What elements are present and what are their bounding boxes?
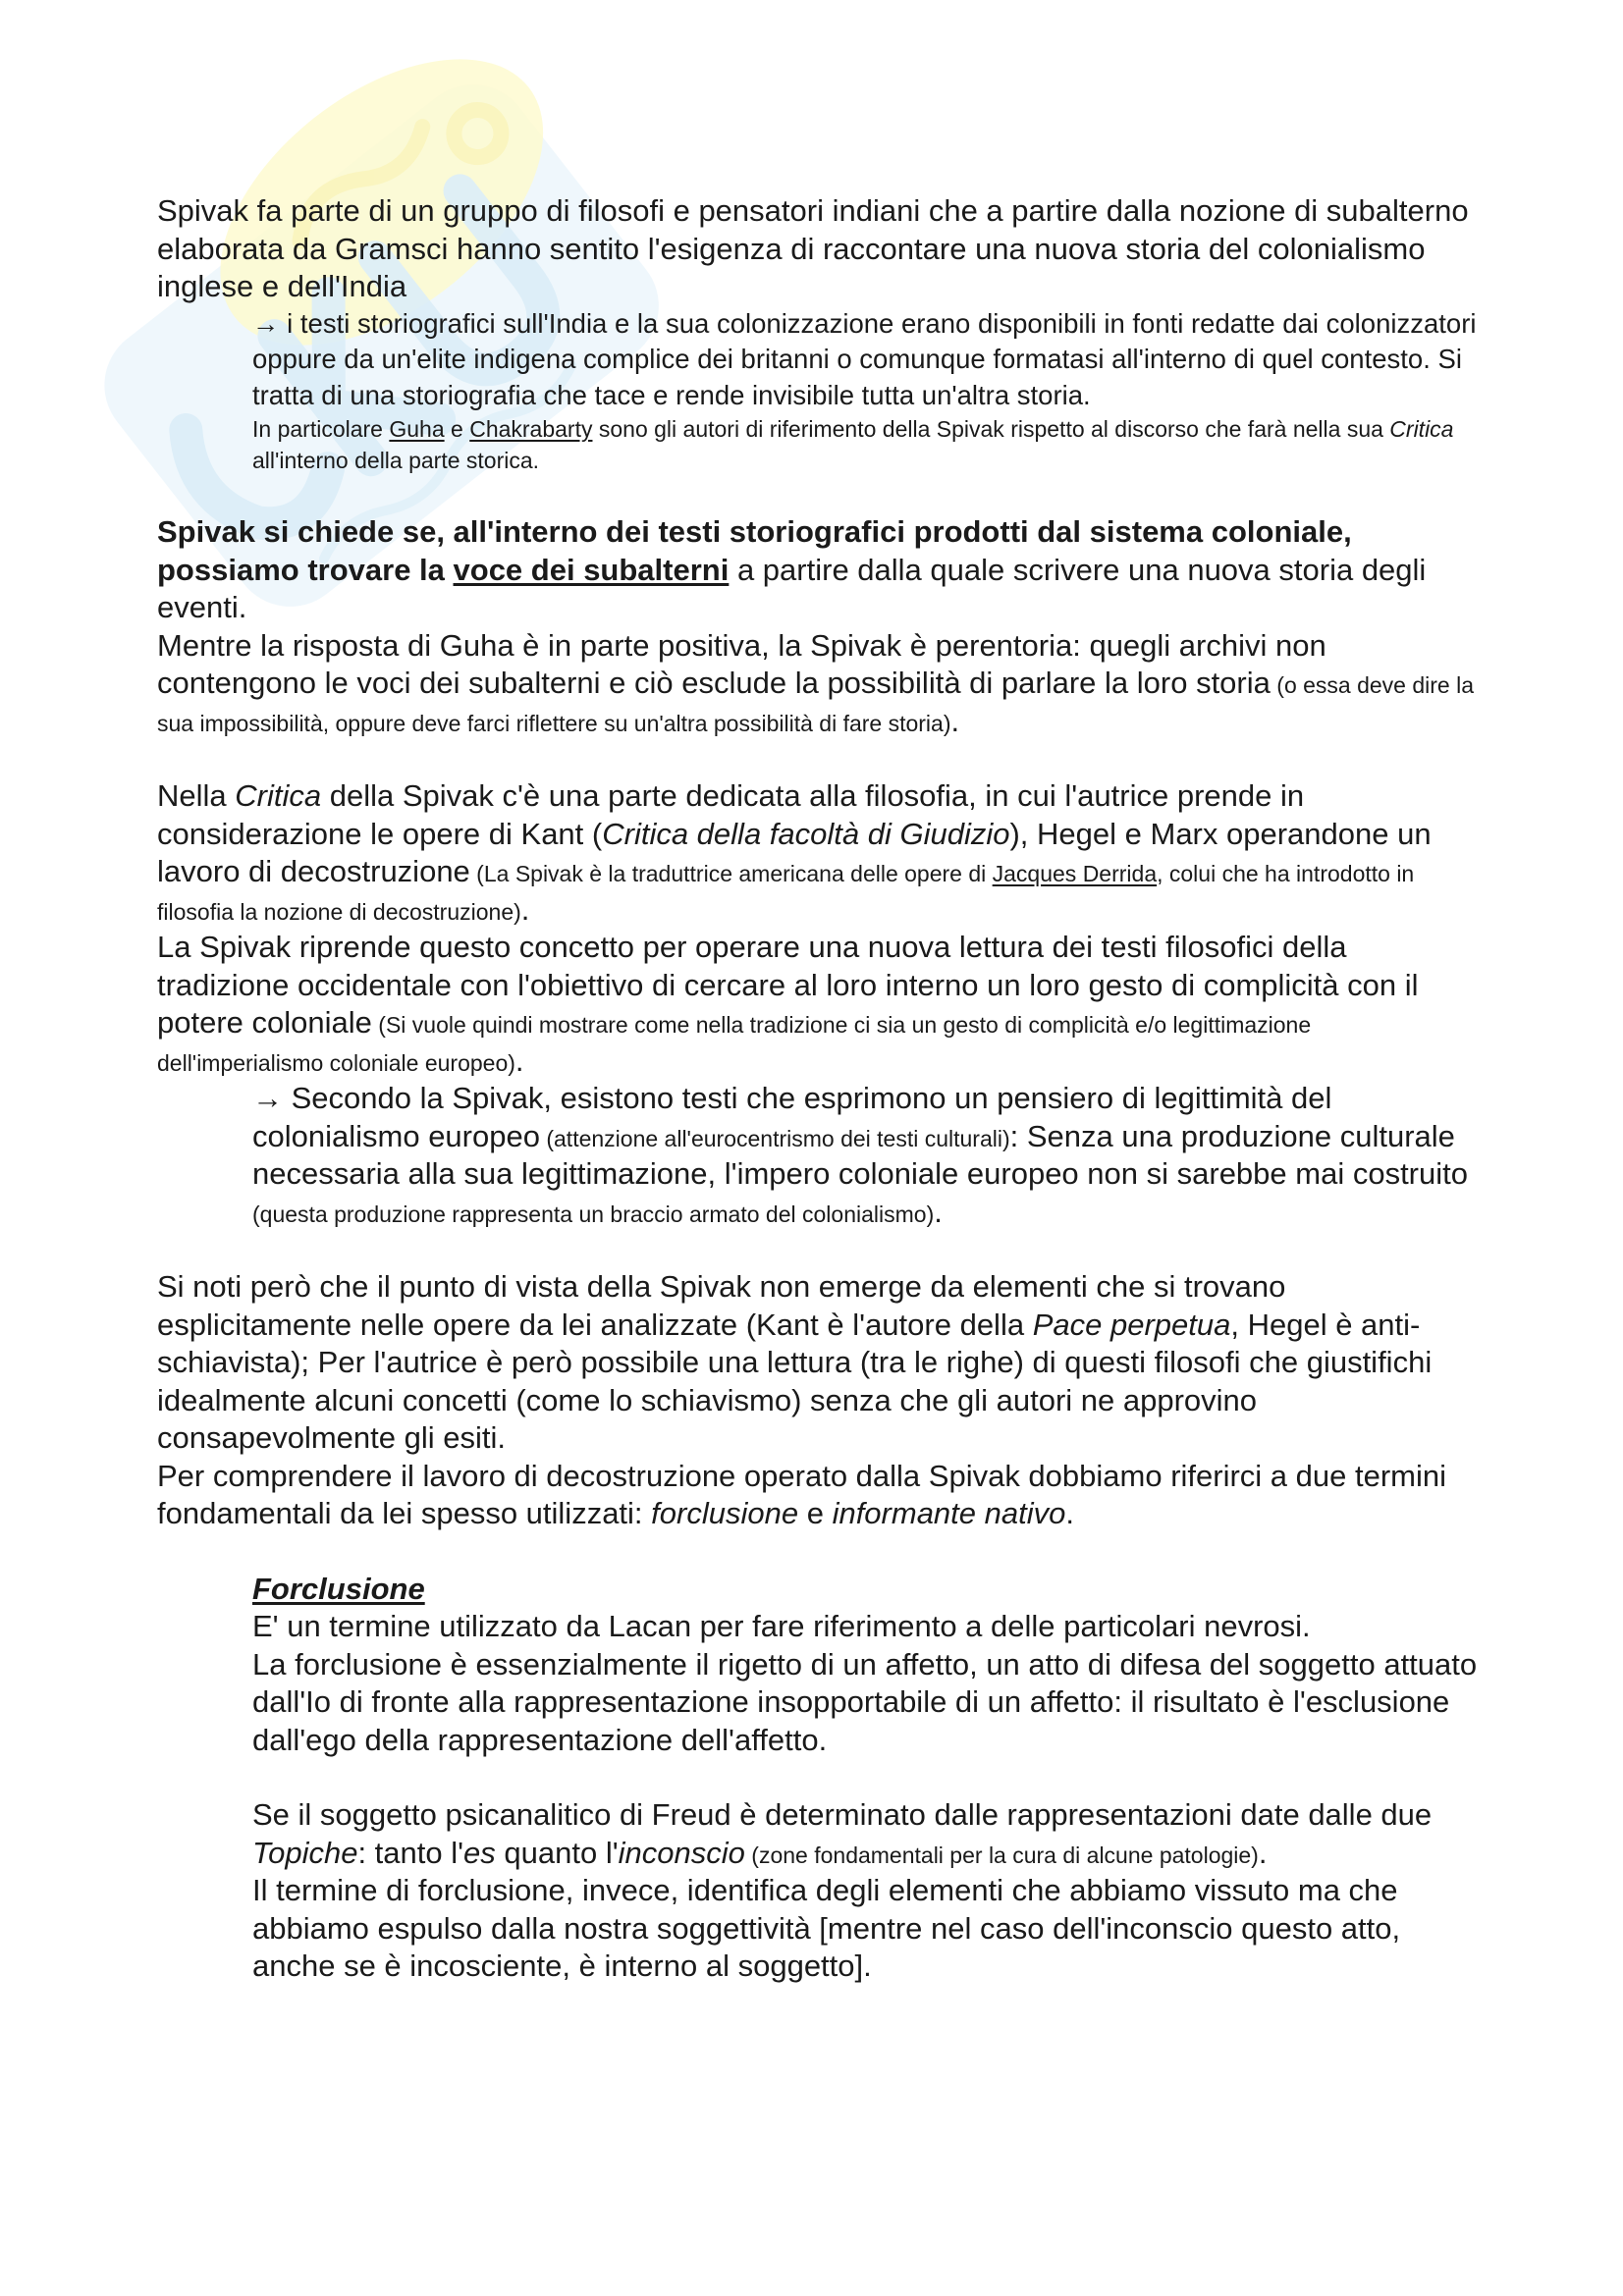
section-forclusione xyxy=(252,1571,1480,1986)
paragraph-guha-response: Mentre la risposta di Guha è in parte positiva, la Spivak è perentoria: quegli archivi non contengono le voci dei subalterni e ciò esclude la possibilità di parlare la loro storia (o essa deve dire la sua impossibilità, oppure deve farci riflettere su un'altra possibilità di fare storia). xyxy=(157,627,1475,738)
document-body xyxy=(157,192,1483,1986)
derrida-link[interactable]: Jacques Derrida xyxy=(992,861,1158,886)
paragraph-decostruzione: La Spivak riprende questo concetto per operare una nuova lettura dei testi filosofici della tradizione occidentale con l'obiettivo di cercare al loro interno un loro gesto di complicità con il potere coloniale (Si vuole quindi mostrare come nella tradizione ci sia un gesto di complicità e/o legittimazione dell'imperialismo coloniale europeo). xyxy=(157,930,1419,1078)
paragraph-subaltern-question: Spivak si chiede se, all'interno dei testi storiografici prodotti dal sistema coloniale, possiamo trovare la voce dei subalterni a partire dalla quale scrivere una nuova storia degli eventi. xyxy=(157,514,1427,624)
paragraph-legittimita-indent: → Secondo la Spivak, esistono testi che esprimono un pensiero di legittimità del colonialismo europeo (attenzione all'eurocentrismo dei testi culturali): Senza una produzione culturale necessaria alla sua legittimazione, l'impero coloniale europeo non si sarebbe mai costruito (questa produzione rappresenta un braccio armato del colonialismo). xyxy=(252,1081,1468,1229)
paragraph-intro: Spivak fa parte di un gruppo di filosofi e pensatori indiani che a partire dalla nozione di subalterno elaborata da Gramsci hanno sentito l'esigenza di raccontare una nuova storia del colonialismo inglese e dell'India xyxy=(157,193,1469,303)
forclusione-espulsione: Il termine di forclusione, invece, identifica degli elementi che abbiamo vissuto ma che abbiamo espulso dalla nostra soggettività [mentre nel caso dell'inconscio questo atto, anche se è incosciente, è interno al soggetto]. xyxy=(252,1873,1401,1983)
guha-link[interactable]: Guha xyxy=(389,416,445,442)
paragraph-intro-indent: → i testi storiografici sull'India e la sua colonizzazione erano disponibili in fonti redatte dai colonizzatori oppure da un'elite indigena complice dei britanni o comunque formatasi all'interno di quel contesto. Si tratta di una storiografia che tace e rende invisibile tutta un'altra storia. xyxy=(252,307,1477,410)
freud-paragraph: Se il soggetto psicanalitico di Freud è determinato dalle rappresentazioni date dalle due Topiche: tanto l'es quanto l'inconscio (zone fondamentali per la cura di alcune patologie). xyxy=(252,1797,1433,1870)
paragraph-termini: Per comprendere il lavoro di decostruzione operato dalla Spivak dobbiamo riferirci a due termini fondamentali da lei spesso utilizzati: forclusione e informante nativo. xyxy=(157,1458,1447,1530)
section-heading: Forclusione xyxy=(252,1571,425,1606)
forclusione-rigetto: La forclusione è essenzialmente il rigetto di un affetto, un atto di difesa del soggetto attuato dall'Io di fronte alla rappresentazione insopportabile di un affetto: il risultato è l'esclusione dall'ego della rappresentazione dell'affetto. xyxy=(252,1646,1478,1757)
paragraph-intro-note: In particolare Guha e Chakrabarty sono gli autori di riferimento della Spivak rispetto al discorso che farà nella sua Critica all'interno della parte storica. xyxy=(252,416,1454,473)
paragraph-critica-philosophy: Nella Critica della Spivak c'è una parte dedicata alla filosofia, in cui l'autrice prende in considerazione le opere di Kant (Critica della facoltà di Giudizio), Hegel e Marx operandone un lavoro di decostruzione (La Spivak è la traduttrice americana delle opere di Jacques Derrida, colui che ha introdotto in filosofia la nozione di decostruzione). xyxy=(157,778,1432,927)
forclusione-def: E' un termine utilizzato da Lacan per fare riferimento a delle particolari nevrosi. xyxy=(252,1609,1311,1643)
voce-dei-subalterni: voce dei subalterni xyxy=(453,552,730,587)
paragraph-kant-hegel: Si noti però che il punto di vista della Spivak non emerge da elementi che si trovano esplicitamente nelle opere da lei analizzate (Kant è l'autore della Pace perpetua, Hegel è anti-schiavista); Per l'autrice è però possibile una lettura (tra le righe) di questi filosofi che giustifichi idealmente alcuni concetti (come lo schiavismo) senza che gli autori ne approvino consapevolmente gli esiti. xyxy=(157,1269,1433,1455)
chakrabarty-link[interactable]: Chakrabarty xyxy=(469,416,593,442)
